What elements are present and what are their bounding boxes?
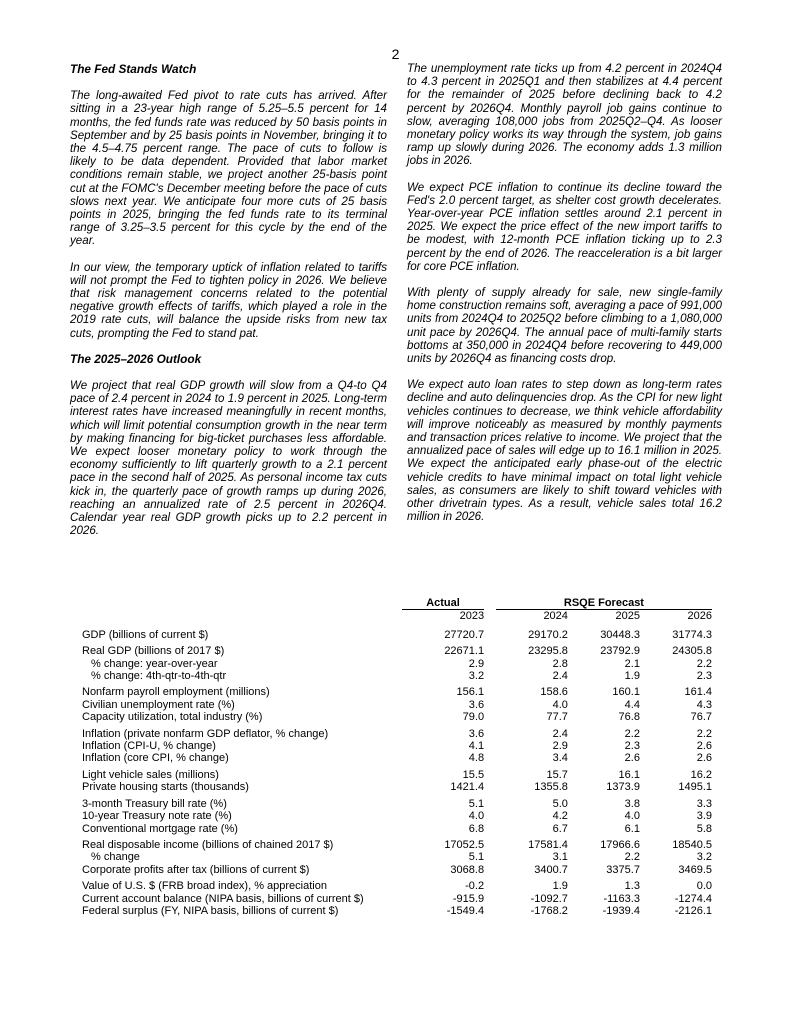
cell-value: -1549.4 [446, 904, 485, 917]
cell-value: 23295.8 [528, 645, 568, 658]
table-row [82, 711, 712, 723]
year-header: 2026 [687, 610, 712, 623]
cell-value: 1.9 [552, 880, 568, 893]
cell-value: 4.1 [468, 740, 485, 753]
section-heading-outlook: The 2025–2026 Outlook [70, 351, 202, 366]
cell-value: 4.0 [624, 810, 640, 823]
row-label: % change [91, 851, 140, 864]
page-number: 2 [391, 46, 400, 62]
cell-value: 1.9 [624, 670, 640, 683]
table-row [82, 699, 712, 711]
cell-value: 76.7 [690, 711, 712, 724]
cell-value: 1.3 [624, 880, 640, 893]
row-label: Conventional mortgage rate (%) [82, 822, 238, 835]
row-label: % change: year-over-year [91, 657, 218, 670]
cell-value: 3400.7 [534, 863, 568, 876]
table-row [82, 798, 712, 810]
cell-value: 3375.7 [606, 863, 640, 876]
year-header: 2025 [615, 610, 640, 623]
cell-value: 160.1 [612, 686, 640, 699]
cell-value: -915.9 [452, 892, 485, 905]
forecast-table [82, 597, 712, 917]
row-label: Light vehicle sales (millions) [82, 768, 219, 781]
cell-value: 3469.5 [678, 863, 712, 876]
cell-value: 1421.4 [450, 781, 485, 794]
cell-value: 2.3 [696, 670, 712, 683]
paragraph-auto: We expect auto loan rates to step down as long-term rates decline and auto delinquencies drop. As the CPI for new light vehicles continues to decrease, we think vehicle affordability will improve noticeably as measured by monthly payments and transaction prices relative to income. We project that the annualized pace of sales will edge up to 16.1 million in 2025. We expect the anticipated early phase-out of the electric vehicle credits to have minimal impact on total light vehicle sales, as consumers are likely to shift toward vehicles with other drivetrain types. As a result, vehicle sales total 16.2 million in 2026. [407, 378, 722, 524]
row-label: % change: 4th-qtr-to-4th-qtr [91, 670, 227, 683]
cell-value: 5.1 [468, 797, 485, 810]
row-label: Inflation (CPI-U, % change) [82, 740, 216, 753]
cell-value: 2.4 [552, 727, 568, 740]
cell-value: 3.2 [468, 670, 485, 683]
cell-value: 18540.5 [672, 838, 712, 851]
cell-value: 15.7 [546, 768, 568, 781]
table-row [82, 752, 712, 764]
cell-value: 3.3 [696, 797, 712, 810]
row-label: Private housing starts (thousands) [82, 781, 249, 794]
cell-value: 16.2 [690, 768, 712, 781]
table-row [82, 810, 712, 822]
cell-value: 4.2 [552, 810, 568, 823]
cell-value: 1495.1 [678, 781, 712, 794]
cell-value: 2.6 [696, 740, 712, 753]
section-heading-fed: The Fed Stands Watch [70, 62, 197, 76]
cell-value: 4.0 [552, 698, 568, 711]
table-row [82, 645, 712, 657]
cell-value: 6.1 [624, 822, 640, 835]
table-row [82, 629, 712, 641]
cell-value: 22671.1 [444, 645, 485, 658]
row-label: Capacity utilization, total industry (%) [82, 711, 263, 724]
table-row [82, 823, 712, 835]
cell-value: -2126.1 [674, 904, 712, 917]
cell-value: 17052.5 [444, 838, 485, 851]
row-label: Corporate profits after tax (billions of current $) [82, 863, 310, 876]
cell-value: -1092.7 [530, 892, 568, 905]
cell-value: 29170.2 [528, 628, 568, 641]
row-label: 3-month Treasury bill rate (%) [82, 797, 227, 810]
paragraph-gdp-outlook: We project that real GDP growth will slow from a Q4-to Q4 pace of 2.4 percent in 2024 to 1.9 percent in 2025. Long-term interest rates have increased meaningfully in recent months, which will limit potential consumption growth in the near term by making financing for big-ticket purchases less affordable. We expect looser monetary policy to work through the economy sufficiently to lift quarterly growth to a 2.1 percent pace in the second half of 2025. As personal income tax cuts kick in, the quarterly pace of growth ramps up during 2026, reaching an annualized rate of 2.5 percent in 2026Q4. Calendar year real GDP growth picks up to 2.2 percent in 2026. [70, 379, 387, 538]
row-label: Real disposable income (billions of chained 2017 $) [82, 838, 334, 851]
table-row [82, 839, 712, 851]
paragraph-tariff-inflation: In our view, the temporary uptick of inflation related to tariffs will not prompt the Fed to tighten policy in 2026. We believe that risk management concerns related to the potential negative growth effects of tariffs, which played a role in the 2019 rate cuts, will balance the upside risks from new tax cuts, prompting the Fed to stand pat. [70, 260, 387, 340]
row-label: Federal surplus (FY, NIPA basis, billions of current $) [82, 904, 339, 917]
table-row [82, 728, 712, 740]
cell-value: 77.7 [546, 711, 568, 724]
paragraph-unemployment: The unemployment rate ticks up from 4.2 percent in 2024Q4 to 4.3 percent in 2025Q1 and then stabilizes at 4.4 percent for the remainder of 2025 before declining back to 4.2 percent by 2026Q4. Monthly payroll job gains continue to slow, averaging 108,000 jobs from 2025Q2–Q4. As looser monetary policy works its way through the system, job gains ramp up slowly during 2026. The economy adds 1.3 million jobs in 2026. [407, 62, 722, 168]
table-row [82, 893, 712, 905]
actual-header: Actual [402, 597, 484, 610]
table-row [82, 686, 712, 698]
left-column [70, 60, 387, 551]
cell-value: 5.0 [552, 797, 568, 810]
cell-value: -1768.2 [530, 904, 568, 917]
cell-value: 4.8 [468, 752, 485, 765]
row-label: Inflation (core CPI, % change) [82, 752, 229, 765]
table-row [82, 658, 712, 670]
cell-value: 31774.3 [672, 628, 712, 641]
row-label: GDP (billions of current $) [82, 628, 209, 641]
cell-value: 6.7 [552, 822, 568, 835]
cell-value: 156.1 [456, 686, 485, 699]
cell-value: 4.0 [468, 810, 485, 823]
row-label: Nonfarm payroll employment (millions) [82, 686, 270, 699]
cell-value: 24305.8 [672, 645, 712, 658]
right-column [407, 62, 722, 537]
cell-value: 2.6 [696, 752, 712, 765]
year-header: 2023 [459, 610, 485, 623]
table-row [82, 851, 712, 863]
row-label: 10-year Treasury note rate (%) [82, 810, 232, 823]
row-label: Current account balance (NIPA basis, billions of current $) [82, 892, 364, 905]
cell-value: 2.3 [624, 740, 640, 753]
row-label: Civilian unemployment rate (%) [82, 698, 235, 711]
cell-value: 17966.6 [600, 838, 640, 851]
cell-value: 3068.8 [450, 863, 485, 876]
table-row [82, 905, 712, 917]
cell-value: -1939.4 [602, 904, 640, 917]
cell-value: 2.4 [552, 670, 568, 683]
table-row [82, 740, 712, 752]
cell-value: 5.8 [696, 822, 712, 835]
cell-value: 1373.9 [606, 781, 640, 794]
cell-value: 30448.3 [600, 628, 640, 641]
cell-value: -1274.4 [674, 892, 712, 905]
paragraph-housing: With plenty of supply already for sale, new single-family home construction remains soft, averaging a pace of 991,000 units from 2024Q4 to 2025Q2 before climbing to a 1,080,000 unit pace by 2026Q4. The annual pace of multi-family starts bottoms at 350,000 in 2024Q4 before recovering to 449,000 units by 2026Q4 as financing costs drop. [407, 286, 722, 366]
cell-value: 15.5 [462, 768, 485, 781]
cell-value: 2.2 [624, 851, 640, 864]
cell-value: 16.1 [618, 768, 640, 781]
cell-value: 2.1 [624, 657, 640, 670]
cell-value: 6.8 [468, 822, 485, 835]
paragraph-fed-pivot: The long-awaited Fed pivot to rate cuts has arrived. After sitting in a 23-year high range of 5.25–5.5 percent for 14 months, the fed funds rate was reduced by 50 basis points in September and by 25 basis points in November, bringing it to the 4.5–4.75 percent range. The pace of cuts to follow is likely to be data dependent. Provided that labor market conditions remain stable, we project another 25-basis point cut at the FOMC's December meeting before the pace of cuts slows next year. We anticipate four more cuts of 25 basis points in 2025, bringing the fed funds rate to its terminal range of 3.25–3.5 percent for this cycle by the end of the year. [70, 89, 387, 248]
year-header: 2024 [543, 610, 568, 623]
cell-value: 3.9 [696, 810, 712, 823]
cell-value: 2.6 [624, 752, 640, 765]
cell-value: 3.6 [468, 698, 485, 711]
cell-value: 2.2 [624, 727, 640, 740]
cell-value: 0.0 [696, 880, 712, 893]
cell-value: 17581.4 [528, 838, 568, 851]
cell-value: 4.3 [696, 698, 712, 711]
cell-value: 79.0 [462, 711, 485, 724]
cell-value: 1355.8 [534, 781, 568, 794]
cell-value: 5.1 [468, 851, 485, 864]
row-label: Value of U.S. $ (FRB broad index), % appreciation [82, 880, 327, 893]
cell-value: 27720.7 [444, 628, 485, 641]
cell-value: 76.8 [618, 711, 640, 724]
cell-value: 2.9 [468, 657, 485, 670]
table-row [82, 864, 712, 876]
cell-value: 4.4 [624, 698, 640, 711]
cell-value: 3.1 [552, 851, 568, 864]
cell-value: 158.6 [540, 686, 568, 699]
forecast-header: RSQE Forecast [496, 597, 712, 610]
cell-value: 3.8 [624, 797, 640, 810]
paragraph-pce-inflation: We expect PCE inflation to continue its decline toward the Fed's 2.0 percent target, as shelter cost growth decelerates. Year-over-year PCE inflation settles around 2.1 percent in 2025. We expect the price effect of the new import tariffs to be modest, with 12-month PCE inflation ticking up to 2.3 percent by the end of 2026. The reacceleration is a bit larger for core PCE inflation. [407, 180, 722, 273]
table-row [82, 670, 712, 682]
cell-value: 2.8 [552, 657, 568, 670]
cell-value: 2.2 [696, 657, 712, 670]
cell-value: 23792.9 [600, 645, 640, 658]
table-row [82, 880, 712, 892]
cell-value: -1163.3 [603, 892, 640, 905]
table-row [82, 769, 712, 781]
cell-value: -0.2 [465, 880, 485, 893]
row-label: Inflation (private nonfarm GDP deflator, % change) [82, 727, 329, 740]
cell-value: 3.2 [696, 851, 712, 864]
table-row [82, 781, 712, 793]
row-label: Real GDP (billions of 2017 $) [82, 645, 225, 658]
cell-value: 3.6 [468, 727, 485, 740]
cell-value: 2.9 [552, 740, 568, 753]
cell-value: 3.4 [552, 752, 568, 765]
cell-value: 2.2 [696, 727, 712, 740]
cell-value: 161.4 [684, 686, 712, 699]
